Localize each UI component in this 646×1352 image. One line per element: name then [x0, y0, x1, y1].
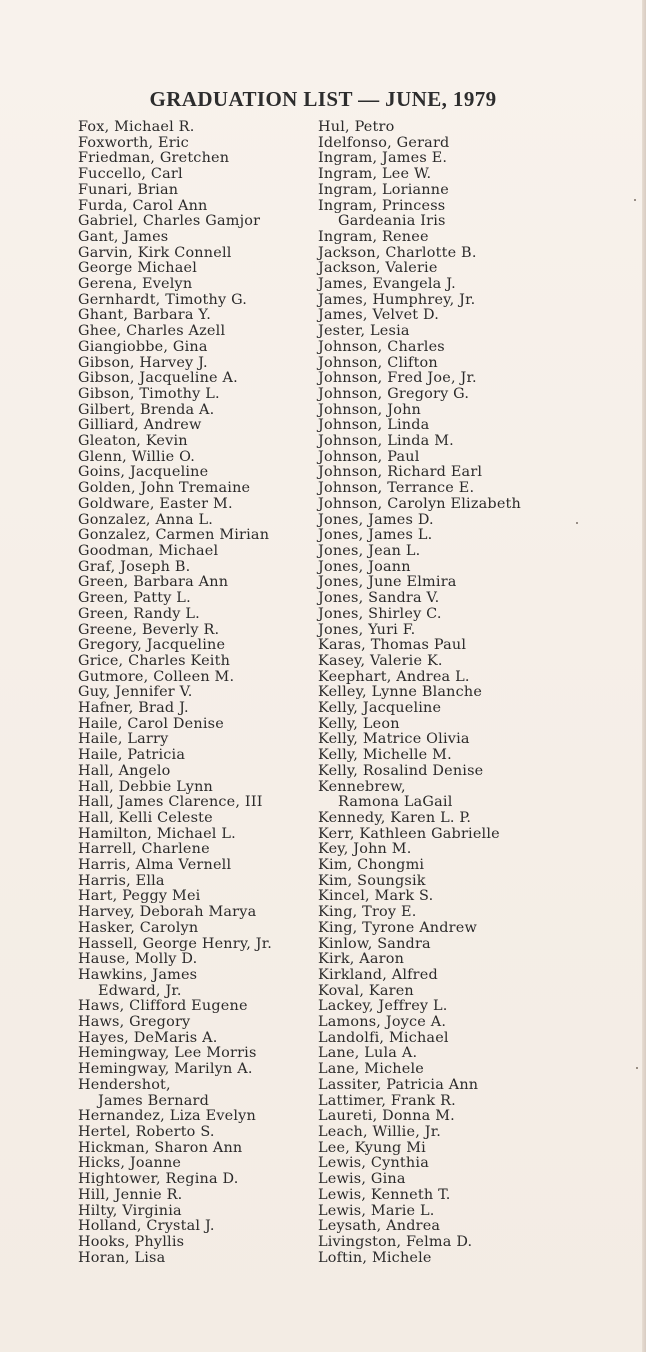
graduate-name-continuation: Gardeania Iris: [338, 213, 446, 230]
graduate-name: Jones, Sandra V.: [318, 590, 440, 607]
right-name-column: [318, 120, 521, 1266]
graduate-name: Hayes, DeMaris A.: [78, 1029, 218, 1046]
graduate-name: Lewis, Gina: [318, 1171, 406, 1188]
graduate-name: Jones, Joann: [318, 558, 411, 575]
graduate-name: Leysath, Andrea: [318, 1218, 441, 1235]
graduate-name: Glenn, Willie O.: [78, 448, 196, 465]
graduate-name: Hernandez, Liza Evelyn: [78, 1108, 256, 1125]
graduate-name: Gonzalez, Carmen Mirian: [78, 527, 270, 544]
graduate-name: Gerena, Evelyn: [78, 276, 193, 293]
graduate-name: Jester, Lesia: [318, 323, 410, 340]
graduate-name: Kelly, Matrice Olivia: [318, 731, 470, 748]
graduate-name: Garvin, Kirk Connell: [78, 244, 232, 261]
graduate-name: Funari, Brian: [78, 181, 179, 198]
graduate-name: Johnson, John: [318, 401, 422, 418]
graduate-name: Johnson, Paul: [318, 448, 420, 465]
graduate-name: Jones, Yuri F.: [318, 621, 416, 638]
graduate-name: Ingram, Lorianne: [318, 181, 449, 198]
graduate-name: Johnson, Fred Joe, Jr.: [318, 370, 477, 387]
graduate-name: Gleaton, Kevin: [78, 433, 188, 450]
graduate-name: Guy, Jennifer V.: [78, 684, 193, 701]
graduate-name: Fuccello, Carl: [78, 166, 183, 183]
graduate-name: Haws, Clifford Eugene: [78, 998, 248, 1015]
graduate-name: Goodman, Michael: [78, 542, 219, 559]
graduate-name: Gilbert, Brenda A.: [78, 401, 215, 418]
graduate-name: Goins, Jacqueline: [78, 464, 209, 481]
graduate-name: Lee, Kyung Mi: [318, 1139, 426, 1156]
graduate-name: Ghant, Barbara Y.: [78, 307, 212, 324]
graduate-name: Lackey, Jeffrey L.: [318, 998, 448, 1015]
graduate-name: Haile, Carol Denise: [78, 715, 224, 732]
graduate-name: Gibson, Timothy L.: [78, 385, 220, 402]
graduate-name: Johnson, Carolyn Elizabeth: [318, 495, 521, 512]
graduate-name: Johnson, Clifton: [318, 354, 438, 371]
paper-speck: [636, 1067, 638, 1069]
graduate-name: Gibson, Jacqueline A.: [78, 370, 238, 387]
graduate-name: Johnson, Linda: [318, 417, 430, 434]
graduate-name: James, Evangela J.: [318, 276, 456, 293]
graduate-name: Kelley, Lynne Blanche: [318, 684, 483, 701]
graduate-name: Harrell, Charlene: [78, 841, 210, 858]
paper-speck: [576, 522, 578, 524]
graduate-name: Lamons, Joyce A.: [318, 1014, 447, 1031]
graduate-name: Hawkins, James: [78, 966, 198, 983]
graduate-name: Lattimer, Frank R.: [318, 1092, 456, 1109]
graduate-name: Giangiobbe, Gina: [78, 338, 208, 355]
graduate-name: Hul, Petro: [318, 119, 395, 135]
graduate-name: Kerr, Kathleen Gabrielle: [318, 825, 500, 842]
graduate-name: Lewis, Cynthia: [318, 1155, 429, 1172]
graduate-name: Haile, Larry: [78, 731, 169, 748]
graduate-name: Lane, Michele: [318, 1061, 424, 1078]
graduate-name: Kasey, Valerie K.: [318, 652, 443, 669]
graduate-name-continuation: Edward, Jr.: [98, 982, 182, 999]
graduate-name: Ingram, James E.: [318, 150, 448, 167]
graduate-name: Harvey, Deborah Marya: [78, 904, 257, 921]
graduate-name: Leach, Willie, Jr.: [318, 1124, 441, 1140]
graduate-name: Hall, James Clarence, III: [78, 794, 263, 811]
graduate-name: Gutmore, Colleen M.: [78, 668, 235, 685]
graduate-name: King, Tyrone Andrew: [318, 919, 477, 936]
graduate-name: Lewis, Marie L.: [318, 1202, 435, 1219]
graduate-name: Hemingway, Marilyn A.: [78, 1061, 253, 1078]
graduate-name: Green, Barbara Ann: [78, 574, 229, 591]
graduate-name: Jackson, Charlotte B.: [318, 244, 477, 261]
graduate-name: Hertel, Roberto S.: [78, 1124, 215, 1140]
graduate-name: Ingram, Renee: [318, 228, 429, 245]
graduate-name: Goldware, Easter M.: [78, 495, 233, 512]
graduate-name: Holland, Crystal J.: [78, 1218, 215, 1235]
graduate-name: Ingram, Lee W.: [318, 166, 432, 183]
graduate-name: Grice, Charles Keith: [78, 652, 231, 669]
graduate-name: Graf, Joseph B.: [78, 558, 191, 575]
graduate-name: Hall, Kelli Celeste: [78, 809, 213, 826]
graduate-name: Lassiter, Patricia Ann: [318, 1076, 479, 1093]
graduate-name: Hall, Angelo: [78, 762, 171, 779]
graduate-name: Hall, Debbie Lynn: [78, 778, 214, 795]
graduate-name: Jackson, Valerie: [318, 260, 438, 277]
graduate-name: James, Velvet D.: [318, 307, 440, 324]
graduate-name: Idelfonso, Gerard: [318, 134, 450, 151]
graduate-name: Landolfi, Michael: [318, 1029, 449, 1046]
graduate-name: Green, Randy L.: [78, 605, 200, 622]
graduate-name: Hamilton, Michael L.: [78, 825, 236, 842]
graduate-name: Johnson, Linda M.: [318, 433, 454, 450]
graduate-name: Jones, Jean L.: [318, 542, 421, 559]
graduate-name: Lewis, Kenneth T.: [318, 1186, 451, 1203]
graduate-name: Hasker, Carolyn: [78, 919, 199, 936]
graduate-name: Laureti, Donna M.: [318, 1108, 455, 1125]
graduate-name: Hassell, George Henry, Jr.: [78, 935, 273, 952]
graduate-name: Kelly, Leon: [318, 715, 400, 732]
graduate-name: Fox, Michael R.: [78, 119, 195, 135]
graduate-name: Livingston, Felma D.: [318, 1233, 473, 1250]
graduate-name: Key, John M.: [318, 841, 412, 858]
graduate-name: Hemingway, Lee Morris: [78, 1045, 257, 1062]
graduate-name: Hill, Jennie R.: [78, 1186, 183, 1203]
graduate-name: Kirk, Aaron: [318, 951, 405, 968]
graduate-name: Kinlow, Sandra: [318, 935, 431, 952]
left-name-column: [78, 120, 272, 1266]
graduate-name: Ghee, Charles Azell: [78, 323, 226, 340]
graduate-name: Hendershot,: [78, 1076, 171, 1093]
graduate-name: King, Troy E.: [318, 904, 417, 921]
paper-speck: [634, 199, 636, 201]
graduate-name: Loftin, Michele: [318, 1249, 432, 1266]
graduate-name: Hicks, Joanne: [78, 1155, 182, 1172]
graduate-name: Friedman, Gretchen: [78, 150, 230, 167]
graduate-name: Kelly, Michelle M.: [318, 747, 452, 764]
graduate-name: Jones, James L.: [318, 527, 433, 544]
graduate-name: Jones, James D.: [318, 511, 434, 528]
graduate-name: Gabriel, Charles Gamjor: [78, 213, 261, 230]
graduate-name: Gant, James: [78, 228, 169, 245]
page-fold-edge: [642, 0, 646, 1352]
graduate-name: Gilliard, Andrew: [78, 417, 202, 434]
graduate-name: Kincel, Mark S.: [318, 888, 434, 905]
graduate-name: James, Humphrey, Jr.: [318, 291, 476, 308]
graduate-name: Foxworth, Eric: [78, 134, 189, 151]
graduate-name: Gernhardt, Timothy G.: [78, 291, 248, 308]
graduate-name-continuation: Ramona LaGail: [338, 794, 453, 811]
graduate-name: Kirkland, Alfred: [318, 966, 438, 983]
graduate-name: Johnson, Gregory G.: [318, 385, 470, 402]
graduate-name: Hickman, Sharon Ann: [78, 1139, 243, 1156]
graduate-name: Johnson, Richard Earl: [318, 464, 483, 481]
graduate-name: Green, Patty L.: [78, 590, 191, 607]
graduate-name: Harris, Ella: [78, 872, 165, 889]
graduate-name: Jones, June Elmira: [318, 574, 457, 591]
graduate-name: Furda, Carol Ann: [78, 197, 208, 214]
graduate-name: Gregory, Jacqueline: [78, 637, 226, 654]
graduate-name: Hightower, Regina D.: [78, 1171, 239, 1188]
graduate-name: Kelly, Jacqueline: [318, 700, 442, 717]
graduate-name: Haile, Patricia: [78, 747, 186, 764]
graduate-name: Harris, Alma Vernell: [78, 857, 232, 874]
graduate-name: George Michael: [78, 260, 198, 277]
graduate-name: Karas, Thomas Paul: [318, 637, 467, 654]
graduate-name: Golden, John Tremaine: [78, 480, 251, 497]
graduate-name: Kennedy, Karen L. P.: [318, 809, 472, 826]
graduate-name: Ingram, Princess: [318, 197, 446, 214]
graduate-name: Keephart, Andrea L.: [318, 668, 470, 685]
graduate-name: Hooks, Phyllis: [78, 1233, 185, 1250]
graduate-name: Kelly, Rosalind Denise: [318, 762, 484, 779]
graduate-name: Johnson, Charles: [318, 338, 445, 355]
page-title: GRADUATION LIST — JUNE, 1979: [149, 87, 497, 111]
graduate-name: Kennebrew,: [318, 778, 406, 795]
graduate-name-continuation: James Bernard: [98, 1092, 209, 1109]
graduate-name: Gonzalez, Anna L.: [78, 511, 214, 528]
graduate-name: Lane, Lula A.: [318, 1045, 418, 1062]
graduate-name: Haws, Gregory: [78, 1014, 191, 1031]
graduate-name: Hafner, Brad J.: [78, 700, 189, 717]
graduate-name: Hart, Peggy Mei: [78, 888, 201, 905]
graduate-name: Horan, Lisa: [78, 1249, 166, 1266]
graduate-name: Hilty, Virginia: [78, 1202, 182, 1219]
graduate-name: Kim, Chongmi: [318, 857, 425, 874]
graduate-name: Greene, Beverly R.: [78, 621, 220, 638]
graduate-name: Kim, Soungsik: [318, 872, 426, 889]
graduate-name: Jones, Shirley C.: [318, 605, 442, 622]
graduate-name: Koval, Karen: [318, 982, 414, 999]
graduate-name: Johnson, Terrance E.: [318, 480, 475, 497]
graduate-name: Gibson, Harvey J.: [78, 354, 208, 371]
graduate-name: Hause, Molly D.: [78, 951, 198, 968]
